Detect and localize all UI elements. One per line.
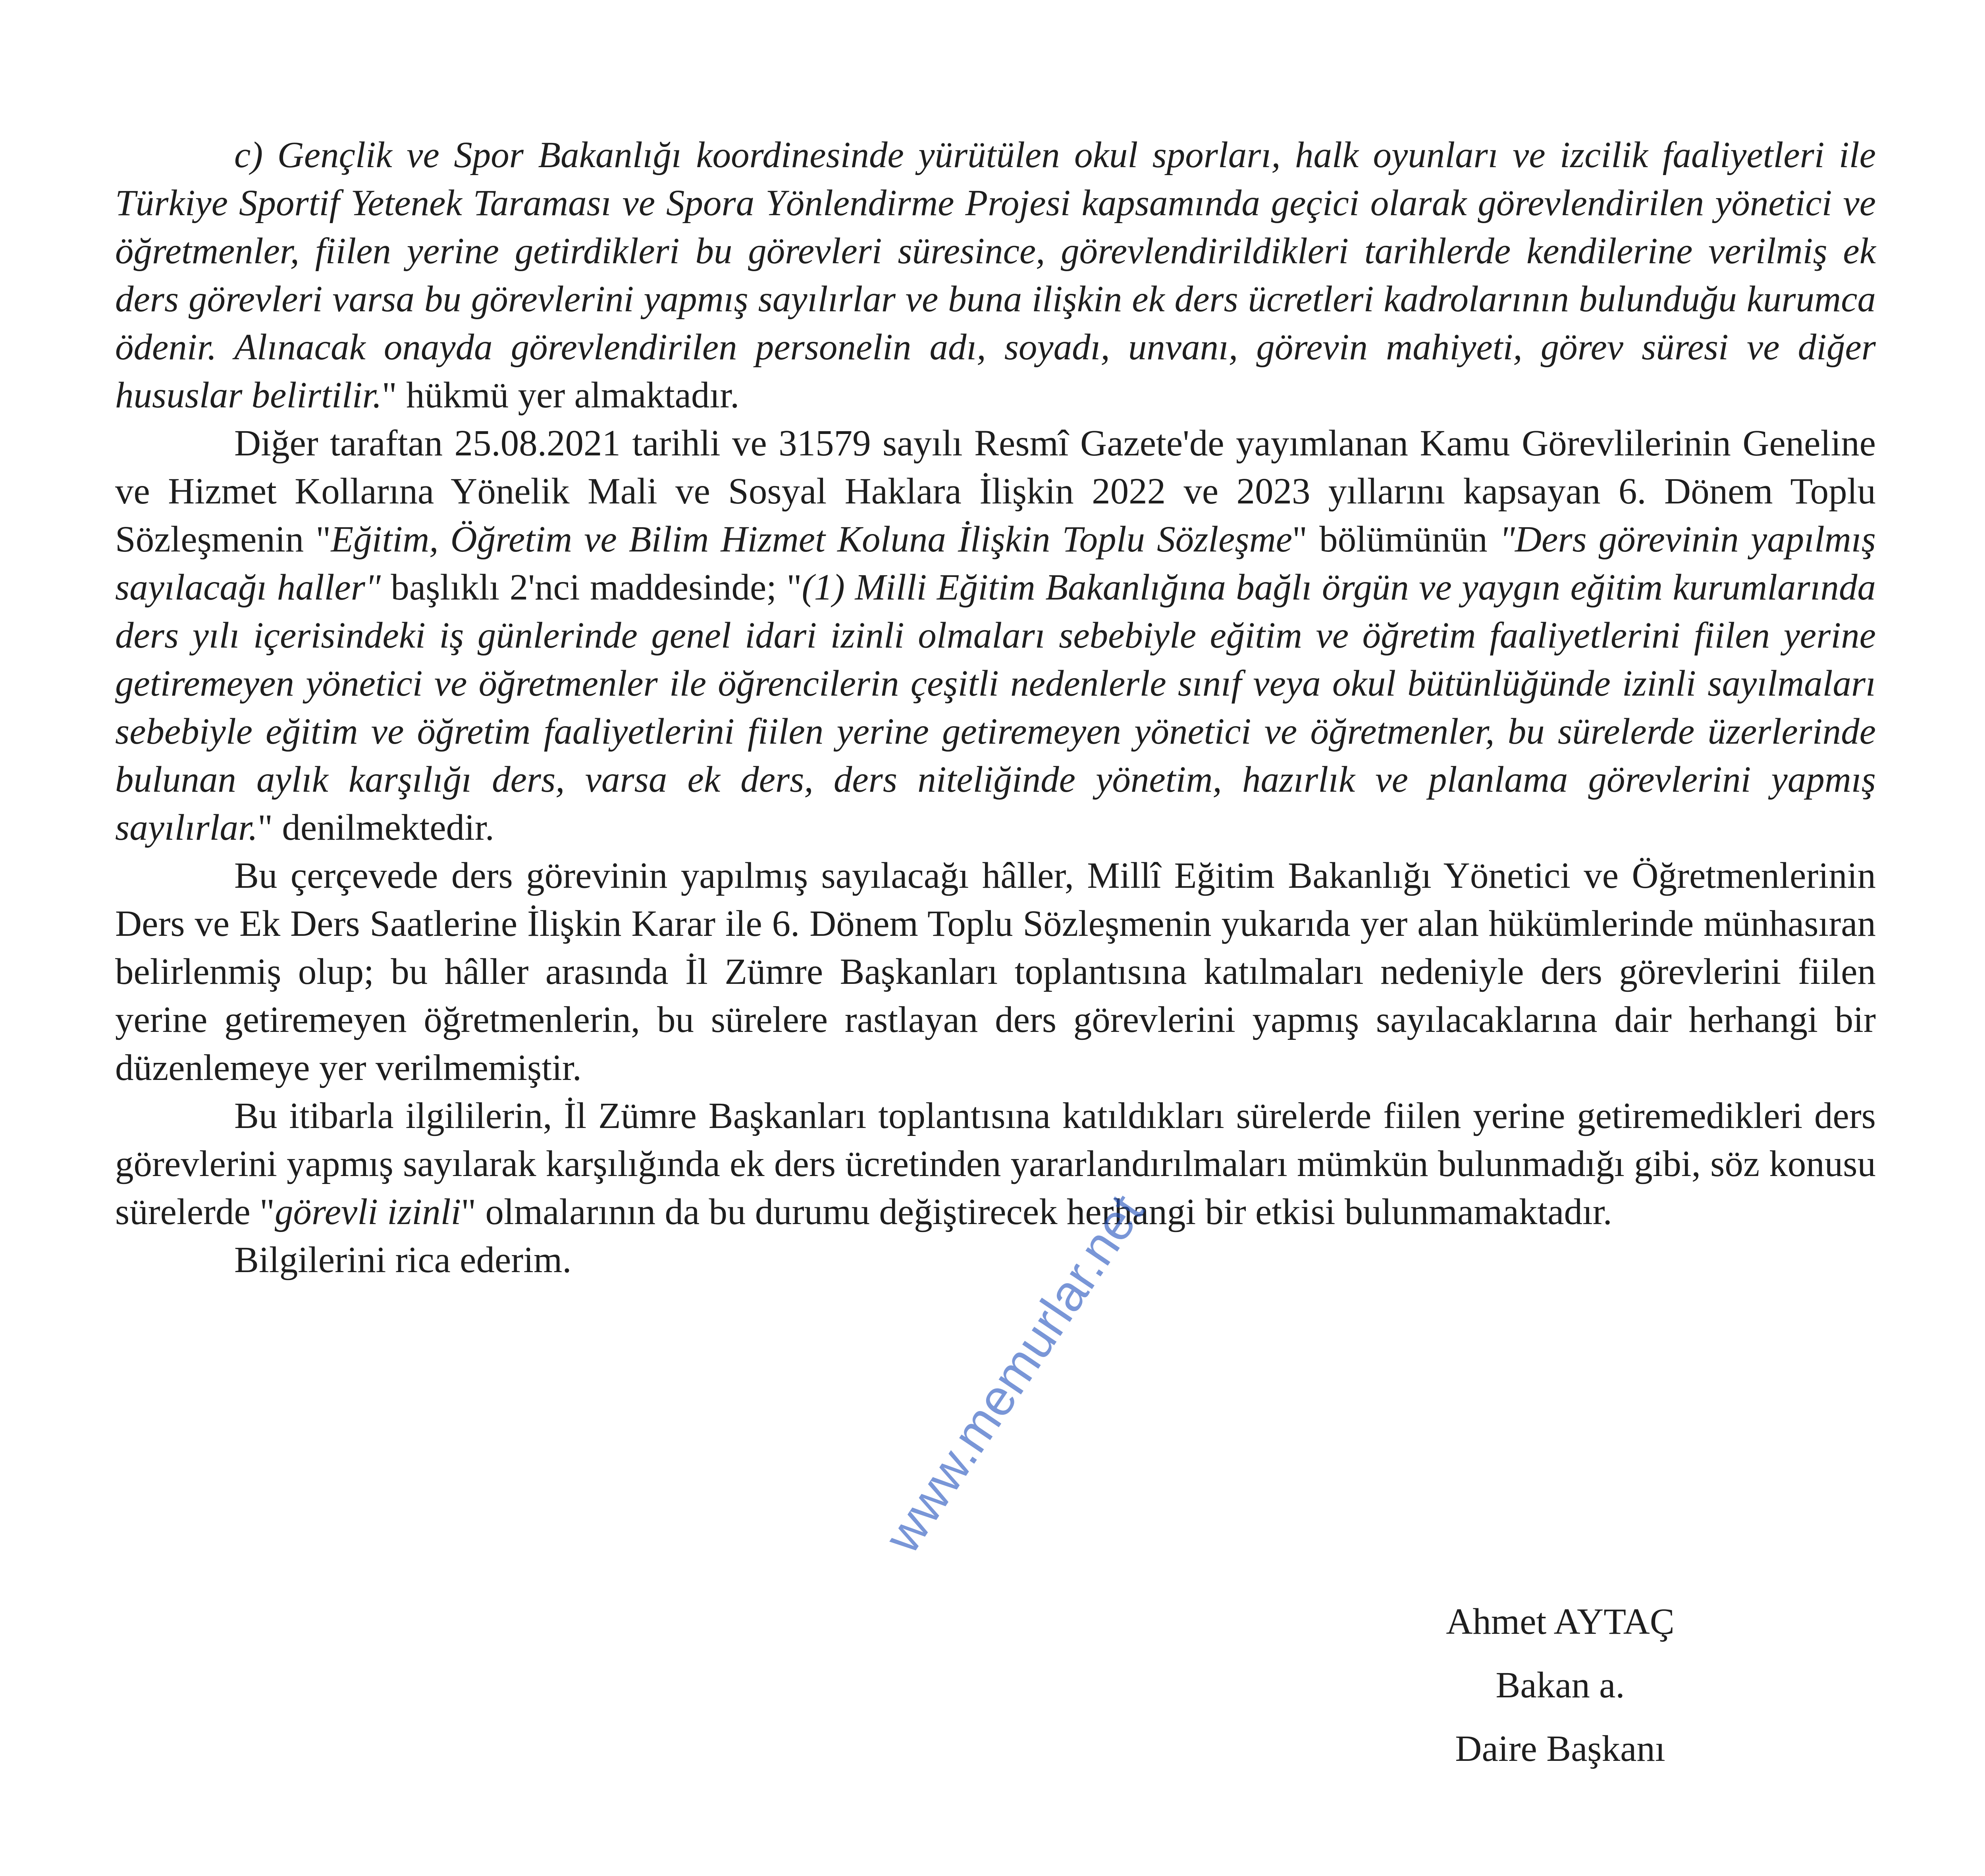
paragraph-collective-agreement [115, 419, 1876, 852]
text-segment: " hükmü yer almaktadır. [382, 375, 740, 416]
text-segment: Bu çerçevede ders görevinin yapılmış sayılacağı hâller, Millî Eğitim Bakanlığı Yönetici ve Öğretmenlerinin Ders ve Ek Ders Saatlerine İlişkin Karar ile 6. Dönem Toplu Sözleşmenin yukarıda yer alan hükümlerinde münhasıran belirlenmiş olup; bu hâller arasında İl Zümre Başkanları toplantısına katılmaları nedeniyle ders görevlerini fiilen yerine getiremeyen öğretmenlerin, bu sürelere rastlayan ders görevlerini yapmış sayılacaklarına dair herhangi bir düzenlemeye yer verilmemiştir. [115, 855, 1876, 1088]
letter-body [115, 131, 1876, 1284]
text-segment: Bu itibarla ilgililerin, İl Zümre Başkanları toplantısına katıldıkları sürelerde fiilen yerine getiremedikleri ders görevlerini yapmış sayılarak karşılığında ek ders ücretinden yararlandırılmaları mümkün bulunmadığı gibi, söz konusu sürelerde " [115, 1095, 1876, 1232]
text-segment: başlıklı 2'nci maddesinde; " [380, 567, 802, 608]
signatory-on-behalf: Bakan a. [1495, 1665, 1625, 1706]
text-segment: " bölümünün [1292, 519, 1499, 560]
signature-block [1342, 1590, 1779, 1781]
text-segment: (1) Milli Eğitim Bakanlığına bağlı örgün ve yaygın eğitim kurumlarında ders yılı içerisindeki iş günlerinde genel idari izinli olmaları sebebiyle eğitim ve öğretim faaliyetlerini fiilen yerine getiremeyen yönetici ve öğretmenler ile öğrencilerin çeşitli nedenlerle sınıf veya okul bütünlüğünde izinli sayılmaları sebebiyle eğitim ve öğretim faaliyetlerini fiilen yerine getiremeyen yönetici ve öğretmenler, bu sürelerde üzerlerinde bulunan aylık karşılığı ders, varsa ek ders, ders niteliğinde yönetim, hazırlık ve planlama görevlerini yapmış sayılırlar. [115, 567, 1876, 848]
text-segment: Eğitim, Öğretim ve Bilim Hizmet Koluna İlişkin Toplu Sözleşme [331, 519, 1293, 560]
text-segment: c) Gençlik ve Spor Bakanlığı koordinesinde yürütülen okul sporları, halk oyunları ve izcilik faaliyetleri ile Türkiye Sportif Yetenek Taraması ve Spora Yönlendirme Projesi kapsamında geçici olarak görevlendirilen yönetici ve öğretmenler, fiilen yerine getirdikleri bu görevleri süresince, görevlendirildikleri tarihlerde kendilerine verilmiş ek ders görevleri varsa bu görevlerini yapmış sayılırlar ve buna ilişkin ek ders ücretleri kadrolarının bulunduğu kurumca ödenir. Alınacak onayda görevlendirilen personelin adı, soyadı, unvanı, görevin mahiyeti, görev süresi ve diğer hususlar belirtilir. [115, 135, 1876, 416]
signatory-name: Ahmet AYTAÇ [1446, 1601, 1675, 1642]
paragraph-closing [115, 1236, 1876, 1284]
text-segment: " olmalarının da bu durumu değiştirecek herhangi bir etkisi bulunmamaktadır. [461, 1192, 1612, 1232]
text-segment: Diğer taraftan 25.08.2021 tarihli ve 31579 sayılı Resmî Gazete'de yayımlanan Kamu Görevlilerinin Geneline ve Hizmet Kollarına Yönelik Mali ve Sosyal Haklara İlişkin 2022 ve 2023 yıllarını kapsayan 6. Dönem Toplu Sözleşmenin " [115, 423, 1876, 560]
text-segment: görevli izinli [275, 1192, 461, 1232]
paragraph-conclusion [115, 1092, 1876, 1236]
watermark: www.memurlar.net [873, 1184, 1155, 1563]
paragraph-framework [115, 852, 1876, 1092]
text-segment: Bilgilerini rica ederim. [234, 1240, 572, 1280]
signatory-title: Daire Başkanı [1455, 1728, 1665, 1769]
text-segment: " denilmektedir. [258, 807, 494, 848]
paragraph-quoted-provision-c [115, 131, 1876, 419]
text-segment: "Ders görevinin yapılmış sayılacağı haller" [115, 519, 1876, 608]
